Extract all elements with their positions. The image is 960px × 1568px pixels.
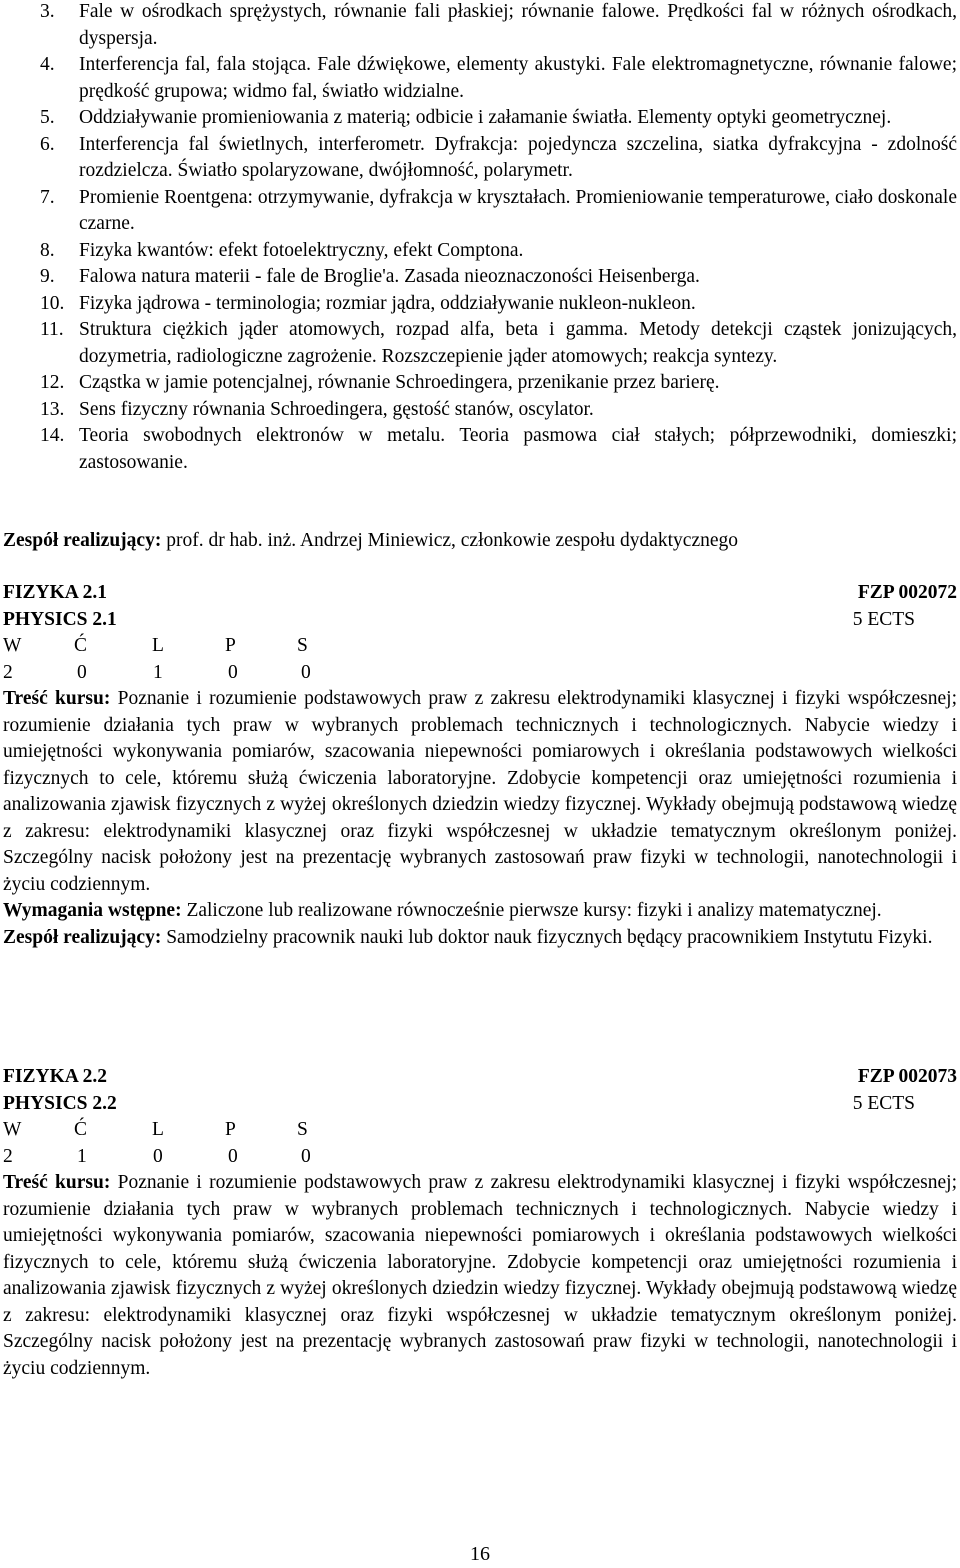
hours-header: L bbox=[152, 1119, 164, 1140]
hours-value: 0 bbox=[301, 1145, 311, 1167]
topic-number: 11. bbox=[40, 319, 64, 340]
hours-value: 0 bbox=[153, 1145, 163, 1167]
topic-text: Interferencja fal, fala stojąca. Fale dźwiękowe, elementy akustyki. Fale elektromagnetyczne, równanie falowe; prędkość grupowa; widmo fal, światło widzialne. bbox=[79, 54, 957, 102]
course-title-en: PHYSICS 2.2 bbox=[3, 1092, 117, 1114]
hours-header-row bbox=[3, 1117, 957, 1144]
topic-text: Sens fizyczny równania Schroedingera, gęstość stanów, oscylator. bbox=[79, 398, 594, 420]
topic-item bbox=[3, 397, 957, 424]
hours-value: 1 bbox=[77, 1145, 87, 1167]
hours-header: S bbox=[297, 635, 308, 656]
topic-item bbox=[3, 291, 957, 318]
topic-text: Cząstka w jamie potencjalnej, równanie Schroedingera, przenikanie przez barierę. bbox=[79, 372, 720, 393]
course-title: FIZYKA 2.2 bbox=[3, 1066, 108, 1087]
hours-header: W bbox=[3, 1119, 22, 1140]
topic-text: Falowa natura materii - fale de Broglie'a. Zasada nieoznaczoności Heisenberga. bbox=[79, 266, 700, 287]
topic-item bbox=[3, 185, 957, 238]
topic-text: Interferencja fal świetlnych, interferometr. Dyfrakcja: pojedyncza szczelina, siatka dyfrakcyjna - zdolność rozdzielcza. Światło spolaryzowane, dwójłomność, polarymetr. bbox=[79, 133, 957, 181]
topic-text: Promienie Roentgena: otrzymywanie, dyfrakcja w kryształach. Promieniowanie temperaturowe, ciało doskonale czarne. bbox=[79, 186, 957, 234]
hours-value-row bbox=[3, 1144, 957, 1171]
topic-text: Fizyka kwantów: efekt fotoelektryczny, efekt Comptona. bbox=[79, 239, 524, 261]
hours-value: 0 bbox=[301, 661, 311, 683]
topic-text: Oddziaływanie promieniowania z materią; odbicie i załamanie światła. Elementy optyki geometrycznej. bbox=[79, 107, 892, 128]
page-number: 16 bbox=[470, 1543, 490, 1565]
course-code: FZP 002072 bbox=[857, 582, 957, 603]
hours-header: L bbox=[152, 635, 164, 656]
topic-item bbox=[3, 370, 957, 397]
topic-list bbox=[3, 0, 957, 476]
topic-text: Struktura ciężkich jąder atomowych, rozpad alfa, beta i gamma. Metody detekcji cząstek jonizujących, dozymetria, radiologiczne zagrożenie. Rozszczepienie jąder atomowych; reakcja syntezy. bbox=[79, 319, 957, 367]
topic-text: Teoria swobodnych elektronów w metalu. Teoria pasmowa ciał stałych; półprzewodniki, domieszki; zastosowanie. bbox=[79, 425, 957, 473]
hours-header: Ć bbox=[74, 635, 88, 656]
team-text: Samodzielny pracownik nauki lub doktor nauk fizycznych będący pracownikiem Instytutu Fizyki. bbox=[166, 926, 933, 948]
topic-number: 7. bbox=[40, 186, 55, 208]
content-label: Treść kursu: bbox=[3, 688, 111, 709]
hours-header-row bbox=[3, 633, 957, 660]
topic-number: 6. bbox=[40, 133, 55, 155]
hours-header: S bbox=[297, 1119, 308, 1140]
content-label: Treść kursu: bbox=[3, 1172, 111, 1193]
topic-number: 3. bbox=[40, 1, 55, 22]
topic-number: 9. bbox=[40, 266, 55, 287]
topic-number: 10. bbox=[40, 292, 65, 314]
course-content bbox=[3, 1170, 957, 1382]
content-text: Poznanie i rozumienie podstawowych praw z zakresu elektrodynamiki klasycznej i fizyki współczesnej; rozumienie działania tych praw w wybranych problemach technicznych i technologicznych. Nabycie wiedzy i umiejętności wykonywania pomiarów, szacowania niepewności pomiarowych i określania podstawowych wielkości fizycznych to cele, któremu służą ćwiczenia laboratoryjne. Zdobycie kompetencji oraz umiejętności rozumienia i analizowania zjawisk fizycznych z wyżej określonych dziedzin wiedzy fizycznej. Wykłady obejmują podstawową wiedzę z zakresu: elektrodynamiki klasycznej oraz fizyki współczesnej w układzie tematycznym określonym poniżej. Szczególny nacisk położony jest na prezentację wybranych zastosowań praw fizyki w technologii, nanotechnologii i życiu codziennym. bbox=[3, 688, 957, 895]
hours-value: 0 bbox=[228, 1145, 238, 1167]
team-line bbox=[3, 528, 957, 555]
topic-number: 12. bbox=[40, 372, 65, 393]
hours-value: 0 bbox=[77, 661, 87, 683]
course-title-en: PHYSICS 2.1 bbox=[3, 608, 117, 630]
course-team bbox=[3, 925, 957, 952]
hours-value-row bbox=[3, 660, 957, 687]
team-label: Zespół realizujący: bbox=[3, 530, 162, 551]
requirements-label: Wymagania wstępne: bbox=[3, 900, 182, 921]
course-code: FZP 002073 bbox=[857, 1066, 957, 1087]
team-label: Zespół realizujący: bbox=[3, 926, 162, 948]
topic-number: 13. bbox=[40, 398, 65, 420]
course-ects: 5 ECTS bbox=[852, 608, 915, 630]
hours-header: W bbox=[3, 635, 22, 656]
topic-item bbox=[3, 52, 957, 105]
topic-number: 5. bbox=[40, 107, 55, 128]
course-section bbox=[3, 580, 957, 951]
team-text: prof. dr hab. inż. Andrzej Miniewicz, członkowie zespołu dydaktycznego bbox=[166, 530, 739, 551]
hours-header: P bbox=[225, 1119, 236, 1140]
hours-value: 0 bbox=[228, 661, 238, 683]
requirements-text: Zaliczone lub realizowane równocześnie pierwsze kursy: fizyki i analizy matematycznej. bbox=[186, 900, 882, 921]
topic-item bbox=[3, 264, 957, 291]
hours-value: 2 bbox=[3, 661, 13, 683]
topic-text: Fizyka jądrowa - terminologia; rozmiar jądra, oddziaływanie nukleon-nukleon. bbox=[79, 292, 696, 314]
hours-value: 1 bbox=[153, 661, 163, 683]
course-ects: 5 ECTS bbox=[852, 1092, 915, 1114]
topic-item bbox=[3, 317, 957, 370]
hours-header: P bbox=[225, 635, 236, 656]
topic-text: Fale w ośrodkach sprężystych, równanie fali płaskiej; równanie falowe. Prędkości fal w różnych ośrodkach, dyspersja. bbox=[79, 1, 957, 49]
course-section bbox=[3, 1064, 957, 1382]
topic-item bbox=[3, 105, 957, 132]
topic-item bbox=[3, 132, 957, 185]
topic-item bbox=[3, 0, 957, 52]
course-requirements bbox=[3, 898, 957, 925]
course-content bbox=[3, 686, 957, 898]
hours-value: 2 bbox=[3, 1145, 13, 1167]
content-text: Poznanie i rozumienie podstawowych praw z zakresu elektrodynamiki klasycznej i fizyki współczesnej; rozumienie działania tych praw w wybranych problemach technicznych i technologicznych. Nabycie wiedzy i umiejętności wykonywania pomiarów, szacowania niepewności pomiarowych i określania podstawowych wielkości fizycznych to cele, któremu służą ćwiczenia laboratoryjne. Zdobycie kompetencji oraz umiejętności rozumienia i analizowania zjawisk fizycznych z wyżej określonych dziedzin wiedzy fizycznej. Wykłady obejmują podstawową wiedzę z zakresu: elektrodynamiki klasycznej oraz fizyki współczesnej w układzie tematycznym określonym poniżej. Szczególny nacisk położony jest na prezentację wybranych zastosowań praw fizyki w technologii, nanotechnologii i życiu codziennym. bbox=[3, 1172, 957, 1379]
topic-number: 8. bbox=[40, 239, 55, 261]
topic-number: 4. bbox=[40, 54, 55, 75]
topic-item bbox=[3, 238, 957, 265]
topic-item bbox=[3, 423, 957, 476]
hours-header: Ć bbox=[74, 1119, 88, 1140]
topic-number: 14. bbox=[40, 425, 65, 446]
course-title: FIZYKA 2.1 bbox=[3, 582, 108, 603]
